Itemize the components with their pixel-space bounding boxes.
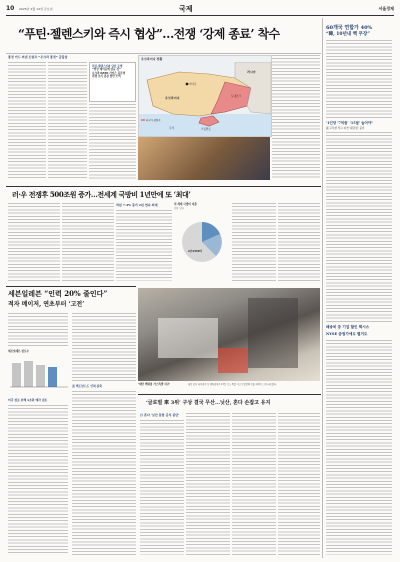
story2-rule bbox=[6, 186, 321, 187]
map-label-crimea: 크림반도 bbox=[201, 128, 212, 131]
map-title: 우크라이나 전황 bbox=[141, 57, 163, 61]
story3-rule bbox=[6, 286, 136, 287]
story2-note: 작년 7.4% 증가 2년 연속 최대 bbox=[116, 203, 158, 207]
story2-body-1 bbox=[8, 203, 60, 281]
story2-body-4 bbox=[232, 203, 276, 281]
bottom-body-2 bbox=[186, 413, 230, 555]
story2-pie-svg bbox=[174, 210, 230, 270]
right-box-headline: ‘1인당 ‘7억원’ ‘15달’ 늘어야” bbox=[326, 121, 374, 125]
right-top-body bbox=[326, 40, 392, 118]
right-top-subhead: “韓, 10년내 핵 무장” bbox=[326, 32, 370, 37]
bottom-body-3 bbox=[232, 413, 276, 555]
map-label-kyiv: 키이우 bbox=[189, 83, 197, 86]
story2-chart-title: 전 세계 국방비 지출 bbox=[174, 203, 197, 206]
story2-headline: 러·우 전쟁후 500조원 증가…전세계 국방비 1년만에 또 ‘최대’ bbox=[12, 190, 191, 199]
bottom-body-1 bbox=[140, 420, 184, 555]
right-box-subhead: 美 고무밴 작고 파견 ‘팬클럽’ 중자 bbox=[326, 127, 365, 130]
story2-body-3 bbox=[116, 210, 172, 281]
bottom-story-rule bbox=[138, 394, 321, 395]
story2-body-2 bbox=[62, 203, 114, 281]
story3-chart bbox=[8, 350, 70, 398]
story3-body-2 bbox=[72, 313, 136, 383]
main-body-col-2 bbox=[48, 62, 87, 180]
main-body-col-3 bbox=[89, 104, 136, 180]
ukraine-map bbox=[138, 55, 272, 137]
story3-bar-svg bbox=[8, 353, 70, 389]
map-label-ukraine: 우크라이나 bbox=[165, 96, 180, 100]
issue-date: 2025년 2월 14일 금요일 bbox=[19, 7, 53, 11]
story3-subheadline: 적자 메이저, 연초부터 ‘고전’ bbox=[8, 301, 85, 308]
right-bottom-headline: 배송비 등 기업 할인 택시스 bbox=[326, 325, 370, 329]
quote-line-2: “협상 테이블에 앉을 것” bbox=[92, 68, 121, 72]
kyiv-marker bbox=[186, 83, 189, 86]
paper-name: 서울경제 bbox=[378, 6, 394, 11]
story3-headline: 세븐일레븐 “인력 20% 줄인다” bbox=[8, 289, 108, 298]
bottom-story-headline: ‘글로벌 車 3위’ 구상 결국 무산…닛산, 혼다 손잡고 유지 bbox=[146, 400, 271, 406]
headline-rule bbox=[6, 53, 321, 54]
map-label-russia: 러시아 bbox=[247, 70, 256, 74]
map-legend bbox=[141, 118, 160, 122]
main-body-col-1 bbox=[8, 62, 46, 180]
quote-line-4: 전쟁 조기 종결 방안 모색 bbox=[92, 74, 121, 78]
masthead-rule bbox=[6, 15, 394, 16]
legend-occupied: 러시아 점령지 bbox=[145, 119, 161, 122]
story2-chart-label: 2조4430억 bbox=[188, 250, 203, 253]
page-number: 10 bbox=[6, 5, 15, 12]
story3-chart-caption-2: 美 맥도날드도 인력 감축 bbox=[72, 384, 103, 388]
story3-chart-caption: 미국 점포 위해 1조원 매각 검토 bbox=[8, 398, 48, 402]
bottom-body-4 bbox=[278, 413, 320, 555]
photo-caption: 대만 중부 타이중의 한 백화점에서 13일 가스 폭발 사고가 발생해 건물 외벽이 크게 파손됐다. bbox=[188, 383, 277, 386]
story3-body-1 bbox=[8, 313, 68, 348]
main-photo bbox=[138, 137, 270, 180]
main-headline: “푸틴·젤렌스키와 즉시 협상”…전쟁 ‘강제 종료’ 착수 bbox=[18, 27, 280, 41]
main-body-col-4 bbox=[272, 55, 320, 180]
section-name: 국제 bbox=[179, 4, 193, 13]
main-subhead-1: 종전 카드 꺼낸 트럼프 “우크라 종전” 급물살 bbox=[8, 55, 68, 59]
story2-chart bbox=[174, 203, 230, 281]
map-label-donetsk: 도네츠크 bbox=[231, 95, 242, 98]
story3-body-3 bbox=[8, 405, 68, 555]
right-col-divider bbox=[322, 18, 323, 558]
story2-chart-unit: 단위: 달러 bbox=[174, 207, 184, 211]
right-top-headline: 60개국 연합가 40% bbox=[326, 25, 373, 31]
story3-chart-title: 세븐일레븐 점포수 bbox=[8, 350, 29, 353]
right-bottom-subhead: NYSE 증권가에도 별거도 bbox=[326, 332, 368, 336]
right-middle-body bbox=[326, 132, 392, 322]
explosion-photo bbox=[138, 288, 320, 381]
right-bottom-body bbox=[326, 340, 392, 555]
bottom-side-headline: 日 혼다 ‘닛산 통합 공식 중단’ bbox=[140, 413, 180, 417]
main-quote-box bbox=[89, 62, 136, 102]
quote-line-1: 푸틴·젤렌스키와 당선 동맹 bbox=[92, 65, 123, 68]
story3-body-4 bbox=[72, 391, 136, 555]
map-label-black-sea: 흑해 bbox=[169, 127, 175, 130]
photo-caption-title: ‘대만 백화점 가스폭발 사고’ bbox=[138, 383, 171, 386]
story2-body-5 bbox=[278, 203, 320, 281]
quote-line-3: 우크라 NATO 가입은 불투명 bbox=[92, 71, 126, 75]
